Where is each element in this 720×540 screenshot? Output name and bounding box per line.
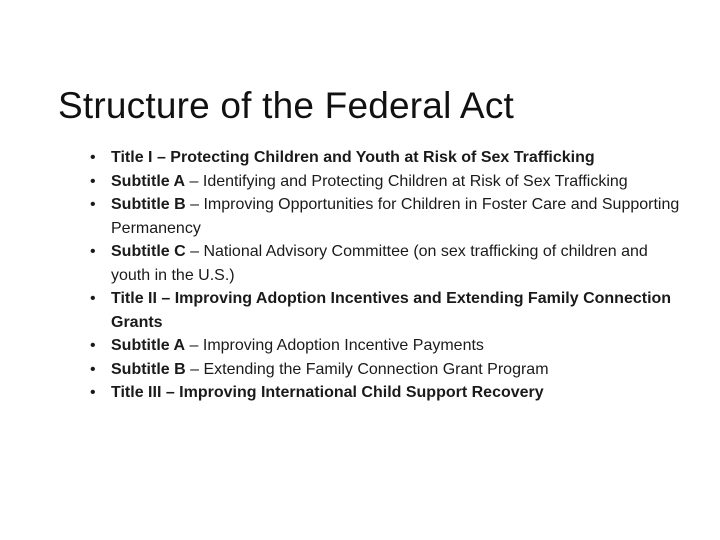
list-item [90, 240, 680, 287]
item-text: – Protecting Children and Youth at Risk of Sex Trafficking [152, 149, 595, 166]
bullet-icon: • [90, 172, 96, 190]
bullet-icon: • [90, 360, 96, 378]
item-text: – Improving Opportunities for Children in Foster Care and Supporting Permanency [111, 196, 680, 237]
item-lead: Subtitle B [111, 196, 186, 213]
bullet-icon: • [90, 290, 96, 307]
item-text: – National Advisory Committee (on sex trafficking of children and youth in the U.S.) [111, 243, 648, 284]
list-item [90, 381, 680, 405]
item-text: – Extending the Family Connection Grant Program [185, 360, 549, 378]
list-item [90, 287, 680, 334]
item-lead: Title III [111, 384, 162, 401]
bullet-icon: • [90, 384, 96, 401]
item-lead: Subtitle C [111, 243, 186, 260]
list-item [90, 146, 680, 170]
item-text: – Improving Adoption Incentive Payments [185, 337, 484, 354]
bullet-icon: • [90, 337, 96, 354]
list-item [90, 358, 680, 382]
bullet-icon: • [90, 196, 96, 213]
slide-title: Structure of the Federal Act [58, 84, 514, 126]
list-item [90, 193, 680, 240]
list-item [90, 334, 680, 358]
item-text: – Identifying and Protecting Children at Risk of Sex Trafficking [185, 172, 628, 190]
bullet-icon: • [90, 149, 96, 166]
bullet-list [90, 146, 680, 405]
item-lead: Subtitle A [111, 337, 186, 354]
item-lead: Subtitle A [111, 172, 186, 190]
item-lead: Title I [111, 149, 153, 166]
bullet-icon: • [90, 243, 96, 260]
item-lead: Title II [111, 290, 157, 307]
list-item [90, 170, 680, 194]
item-text: – Improving International Child Support Recovery [161, 384, 544, 401]
item-lead: Subtitle B [111, 360, 186, 378]
item-text: – Improving Adoption Incentives and Extending Family Connection Grants [111, 290, 672, 331]
